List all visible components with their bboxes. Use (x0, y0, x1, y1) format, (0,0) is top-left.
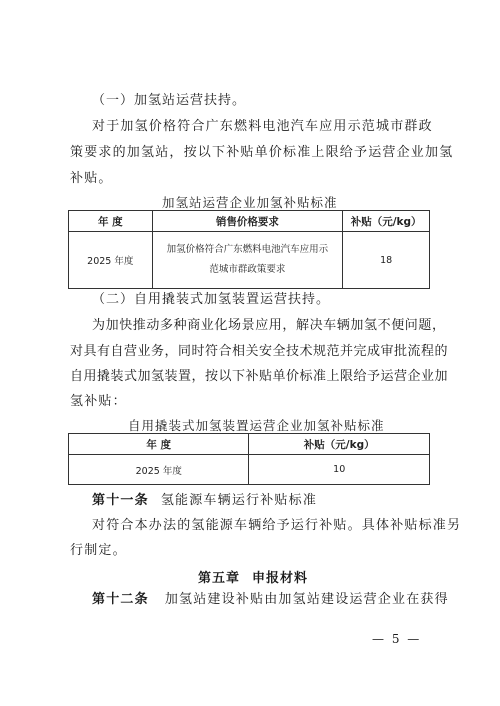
table1-req-line2: 范城市群政策要求 (209, 264, 286, 275)
section1-para-line3: 补贴。 (70, 171, 113, 186)
article12-line (92, 592, 449, 608)
table1-header-year: 年 度 (69, 211, 153, 232)
chapter5-heading (198, 567, 308, 586)
table1-cell-requirement (152, 232, 343, 289)
table1-cell-year: 2025 年度 (69, 232, 153, 289)
skid-mounted-device-subsidy-table (68, 433, 430, 485)
article12-label: 第十二条 (92, 592, 149, 607)
section2-para-line3: 自用撬装式加氢装置，按以下补贴单价标准上限给予运营企业加 (70, 369, 449, 384)
table1-header-subsidy: 补贴（元/kg） (343, 211, 430, 232)
section1-para-line2: 策要求的加氢站，按以下补贴单价标准上限给予运营企业加氢 (70, 145, 454, 160)
article11-title: 氢能源车辆运行补贴标准 (160, 493, 318, 508)
table1-req-line1: 加氢价格符合广东燃料电池汽车应用示 (166, 244, 329, 255)
chapter5-label: 第五章 (198, 571, 241, 586)
section2-para-line1: 为加快推动多种商业化场景应用，解决车辆加氢不便问题， (92, 318, 446, 333)
table2-header-year: 年 度 (69, 434, 249, 455)
section1-table-caption: 加氢站运营企业加氢补贴标准 (162, 195, 338, 210)
section2-para-line4: 氢补贴： (70, 394, 127, 409)
table1-header-price-requirement: 销售价格要求 (152, 211, 343, 232)
article12-text: 加氢站建设补贴由加氢站建设运营企业在获得 (164, 592, 449, 607)
article11-para-line1: 对符合本办法的氢能源车辆给予运行补贴。具体补贴标准另 (92, 518, 462, 533)
article11-label: 第十一条 (92, 493, 149, 508)
page-number: — 5 — (372, 632, 422, 646)
section2-table-caption: 自用撬装式加氢装置运营企业加氢补贴标准 (128, 418, 385, 433)
section1-para-line1: 对于加氢价格符合广东燃料电池汽车应用示范城市群政 (92, 119, 433, 134)
article11-heading (92, 493, 317, 509)
chapter5-title: 申报材料 (252, 571, 309, 586)
section2-heading: （二）自用撬装式加氢装置运营扶持。 (92, 292, 331, 307)
table1-cell-subsidy: 18 (343, 232, 430, 289)
table2-cell-subsidy: 10 (249, 455, 430, 485)
table2-header-subsidy: 补贴（元/kg） (249, 434, 430, 455)
hydrogen-station-subsidy-table (68, 210, 430, 289)
table2-cell-year: 2025 年度 (69, 455, 249, 485)
section2-para-line2: 对具有自营业务，同时符合相关安全技术规范并完成审批流程的 (70, 344, 449, 359)
article11-para-line2: 行制定。 (70, 543, 127, 558)
section1-heading: （一）加氢站运营扶持。 (92, 93, 247, 108)
